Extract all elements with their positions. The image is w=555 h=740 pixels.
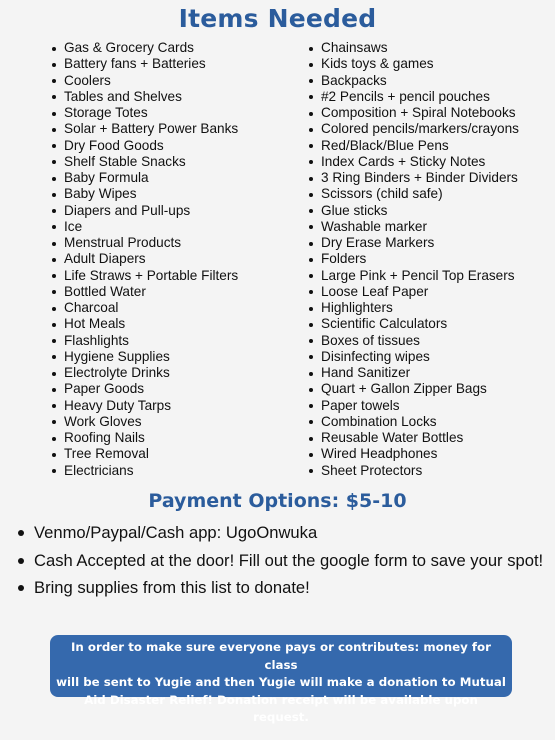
item-needed: Sheet Protectors xyxy=(308,463,553,479)
item-needed: Shelf Stable Snacks xyxy=(51,154,301,170)
notice-line: In order to make sure everyone pays or contributes: money for class xyxy=(71,640,491,672)
notice-line: Aid Disaster Relief! Donation receipt will be available upon request. xyxy=(84,692,478,724)
item-needed: Large Pink + Pencil Top Erasers xyxy=(308,268,553,284)
item-needed: #2 Pencils + pencil pouches xyxy=(308,89,553,105)
item-needed: Coolers xyxy=(51,73,301,89)
item-needed: Roofing Nails xyxy=(51,430,301,446)
item-needed: Storage Totes xyxy=(51,105,301,121)
item-needed: Scientific Calculators xyxy=(308,316,553,332)
payment-option: Cash Accepted at the door! Fill out the google form to save your spot! xyxy=(16,549,548,573)
item-needed: Charcoal xyxy=(51,300,301,316)
item-needed: Folders xyxy=(308,251,553,267)
item-needed: Electricians xyxy=(51,463,301,479)
item-needed: Work Gloves xyxy=(51,414,301,430)
item-needed: Chainsaws xyxy=(308,40,553,56)
item-needed: Gas & Grocery Cards xyxy=(51,40,301,56)
item-needed: Hot Meals xyxy=(51,316,301,332)
item-needed: Bottled Water xyxy=(51,284,301,300)
item-needed: Boxes of tissues xyxy=(308,333,553,349)
payment-option: Venmo/Paypal/Cash app: UgoOnwuka xyxy=(16,521,548,545)
items-list-left xyxy=(51,40,301,479)
item-needed: Washable marker xyxy=(308,219,553,235)
item-needed: Electrolyte Drinks xyxy=(51,365,301,381)
item-needed: Paper Goods xyxy=(51,381,301,397)
item-needed: Colored pencils/markers/crayons xyxy=(308,121,553,137)
item-needed: Quart + Gallon Zipper Bags xyxy=(308,381,553,397)
item-needed: Index Cards + Sticky Notes xyxy=(308,154,553,170)
item-needed: Paper towels xyxy=(308,398,553,414)
item-needed: Tables and Shelves xyxy=(51,89,301,105)
item-needed: Solar + Battery Power Banks xyxy=(51,121,301,137)
item-needed: Highlighters xyxy=(308,300,553,316)
item-needed: Baby Wipes xyxy=(51,186,301,202)
item-needed: Reusable Water Bottles xyxy=(308,430,553,446)
item-needed: Scissors (child safe) xyxy=(308,186,553,202)
item-needed: Red/Black/Blue Pens xyxy=(308,138,553,154)
payment-options-list xyxy=(16,521,548,604)
item-needed: Flashlights xyxy=(51,333,301,349)
payment-option: Bring supplies from this list to donate! xyxy=(16,576,548,600)
items-list-right xyxy=(308,40,553,479)
item-needed: Backpacks xyxy=(308,73,553,89)
item-needed: Baby Formula xyxy=(51,170,301,186)
item-needed: Loose Leaf Paper xyxy=(308,284,553,300)
item-needed: Disinfecting wipes xyxy=(308,349,553,365)
notice-line: will be sent to Yugie and then Yugie will make a donation to Mutual xyxy=(56,675,506,689)
donation-notice-box xyxy=(50,635,512,724)
item-needed: Diapers and Pull-ups xyxy=(51,203,301,219)
item-needed: Life Straws + Portable Filters xyxy=(51,268,301,284)
item-needed: 3 Ring Binders + Binder Dividers xyxy=(308,170,553,186)
page-title: Items Needed xyxy=(178,4,377,33)
item-needed: Hand Sanitizer xyxy=(308,365,553,381)
item-needed: Heavy Duty Tarps xyxy=(51,398,301,414)
item-needed: Combination Locks xyxy=(308,414,553,430)
item-needed: Composition + Spiral Notebooks xyxy=(308,105,553,121)
item-needed: Ice xyxy=(51,219,301,235)
item-needed: Glue sticks xyxy=(308,203,553,219)
item-needed: Tree Removal xyxy=(51,446,301,462)
item-needed: Adult Diapers xyxy=(51,251,301,267)
item-needed: Hygiene Supplies xyxy=(51,349,301,365)
item-needed: Menstrual Products xyxy=(51,235,301,251)
item-needed: Kids toys & games xyxy=(308,56,553,72)
payment-options-heading: Payment Options: $5-10 xyxy=(148,490,407,512)
item-needed: Battery fans + Batteries xyxy=(51,56,301,72)
item-needed: Dry Erase Markers xyxy=(308,235,553,251)
item-needed: Dry Food Goods xyxy=(51,138,301,154)
item-needed: Wired Headphones xyxy=(308,446,553,462)
